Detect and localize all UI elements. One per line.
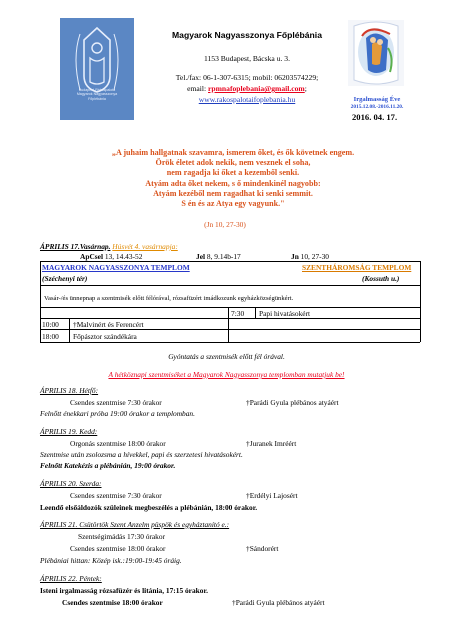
quote-line: Atyám kezéből nem ragadhat ki senki semmit. bbox=[153, 188, 313, 198]
table-rule bbox=[40, 285, 420, 286]
table-rule bbox=[255, 307, 256, 318]
day-heading: ÁPRILIS 20. Szerda: bbox=[40, 479, 102, 488]
mass-time: 7:30 bbox=[231, 309, 245, 318]
day-heading: ÁPRILIS 19. Kedd: bbox=[40, 427, 98, 436]
quote-line: Örök életet adok nekik, nem vesznek el soha, bbox=[155, 158, 311, 168]
day-extra: Leendő elsőáldozók szüleinek megbeszélés a plébánián, 18:00 órakor. bbox=[40, 503, 258, 512]
email-suffix: ; bbox=[304, 84, 307, 93]
website-link[interactable] bbox=[126, 95, 368, 105]
website-text[interactable]: www.rakospalotaifoplebania.hu bbox=[198, 95, 296, 104]
day-extra: Isteni irgalmasság rózsafüzér és litánia, 17:15 órakor. bbox=[40, 586, 208, 595]
day-extra: Plébániai hittan: Közép isk.:19:00-19:45 óráig. bbox=[40, 556, 182, 565]
mass-info: Orgonás szentmise 18:00 órakor bbox=[70, 439, 166, 448]
mass-intention: †Erdélyi Lajosért bbox=[246, 491, 298, 500]
sunday-day: ÁPRILIS 17.Vasárnap. bbox=[40, 242, 111, 251]
quote-line: Atyám adta őket nekem, s ő mindenkinél nagyobb: bbox=[145, 178, 321, 188]
table-rule bbox=[69, 318, 70, 342]
quote-line: S én és az Atya egy vagyunk." bbox=[181, 199, 285, 209]
email-line bbox=[126, 84, 368, 94]
confession-note: Gyóntatás a szentmisék előtt fél órával. bbox=[168, 352, 285, 361]
table-rule bbox=[40, 318, 420, 319]
table-rule bbox=[40, 307, 420, 308]
email-link[interactable]: rpmnafoplebania@gmail.com bbox=[208, 84, 305, 93]
bulletin-date: 2016. 04. 17. bbox=[352, 112, 398, 122]
church-2-place: (Kossuth u.) bbox=[362, 274, 400, 283]
day-heading: ÁPRILIS 18. Hétfő: bbox=[40, 386, 99, 395]
mass-info: Csendes szentmise 18:00 órakor bbox=[70, 544, 166, 553]
mass-info: Csendes szentmise 7:30 órakor bbox=[70, 491, 162, 500]
day-extra: Felnőtt énekkari próba 19:00 órakor a templomban. bbox=[40, 409, 195, 418]
reading-1-label: ApCsel bbox=[80, 252, 103, 261]
mass-intention: †Malvinért és Ferencért bbox=[73, 320, 144, 329]
sunday-note: Vasár-/és ünnepnap a szentmisék előtt félórával, rózsafüzért imádkozunk egyházközségünkért. bbox=[44, 295, 294, 302]
table-rule bbox=[420, 261, 421, 342]
reading-3-label: Jn bbox=[291, 252, 299, 261]
sunday-feast: Húsvét 4. vasárnapja: bbox=[112, 242, 178, 251]
gospel-quote bbox=[90, 148, 376, 209]
table-rule bbox=[40, 342, 420, 343]
table-rule bbox=[40, 261, 41, 342]
email-prefix: email: bbox=[187, 84, 209, 93]
mass-intention: Főpásztor szándékára bbox=[73, 332, 137, 341]
logo-caption: Budapest-Rákospalota Magyarok Nagyasszonya Főplébánia bbox=[76, 88, 118, 101]
reading-1 bbox=[80, 252, 142, 261]
day-heading: ÁPRILIS 21. Csütörtök Szent Anzelm püspök és egyháztanító e.: bbox=[40, 520, 230, 529]
day-extra: Felnőtt Katekézis a plébánián, 19:00 órakor. bbox=[40, 461, 176, 470]
reading-2 bbox=[196, 252, 241, 261]
jubilee-title: Irgalmasság Éve bbox=[353, 96, 401, 103]
mass-intention: Papi hivatásokért bbox=[259, 309, 311, 318]
church-1-title: MAGYAROK NAGYASSZONYA TEMPLOM bbox=[42, 263, 190, 272]
day-heading: ÁPRILIS 22. Péntek: bbox=[40, 574, 102, 583]
mass-intention: †Sándorért bbox=[246, 544, 279, 553]
parish-logo bbox=[60, 18, 134, 120]
jubilee-caption bbox=[340, 96, 414, 110]
quote-line: „A juhaim hallgatnak szavamra, ismerem őket, és ők követnek engem. bbox=[111, 148, 355, 157]
mass-intention: †Parádi Gyula plébános atyáért bbox=[232, 598, 325, 607]
jubilee-dates: 2015.12.08.-2016.11.20. bbox=[350, 104, 404, 110]
day-extra: Szentmise után zsolozsma a hívekkel, papi és szerzetesi hivatásokért. bbox=[40, 450, 243, 459]
table-rule bbox=[40, 261, 420, 262]
phone: Tel./fax: 06-1-307-6315; mobil: 06203574229; bbox=[175, 73, 319, 82]
church-1-place: (Széchenyi tér) bbox=[42, 274, 88, 283]
quote-line: nem ragadja ki őket a kezemből senki. bbox=[166, 168, 300, 178]
mass-time: 18:00 bbox=[42, 332, 59, 341]
reading-2-ref: 8, 9.14b-17 bbox=[205, 252, 241, 261]
table-rule bbox=[228, 307, 229, 342]
mass-intention: †Parádi Gyula plébános atyáért bbox=[246, 398, 339, 407]
sunday-heading bbox=[40, 242, 178, 251]
parish-title: Magyarok Nagyasszonya Főplébánia bbox=[172, 30, 322, 40]
reading-3 bbox=[291, 252, 329, 261]
church-2-title: SZENTHÁROMSÁG TEMPLOM bbox=[302, 263, 412, 272]
mass-intention: †Juranek Imréért bbox=[246, 439, 297, 448]
reading-2-label: Jel bbox=[196, 252, 206, 261]
table-rule bbox=[40, 329, 420, 330]
mass-info: Csendes szentmise 7:30 órakor bbox=[70, 398, 162, 407]
quote-reference: (Jn 10, 27-30) bbox=[204, 220, 246, 229]
reading-1-ref: 13, 14.43-52 bbox=[103, 252, 143, 261]
jubilee-logo bbox=[344, 18, 408, 98]
adoration-info: Szentségimádás 17:30 órakor bbox=[78, 532, 166, 541]
mass-info: Csendes szentmise 18:00 órakor bbox=[62, 598, 163, 607]
weekday-note: A hétköznapi szentmiséket a Magyarok Nagyasszonya templomban mutatjuk be! bbox=[108, 370, 345, 379]
mass-time: 10:00 bbox=[42, 320, 59, 329]
address: 1153 Budapest, Bácska u. 3. bbox=[204, 54, 290, 63]
reading-3-ref: 10, 27-30 bbox=[298, 252, 329, 261]
